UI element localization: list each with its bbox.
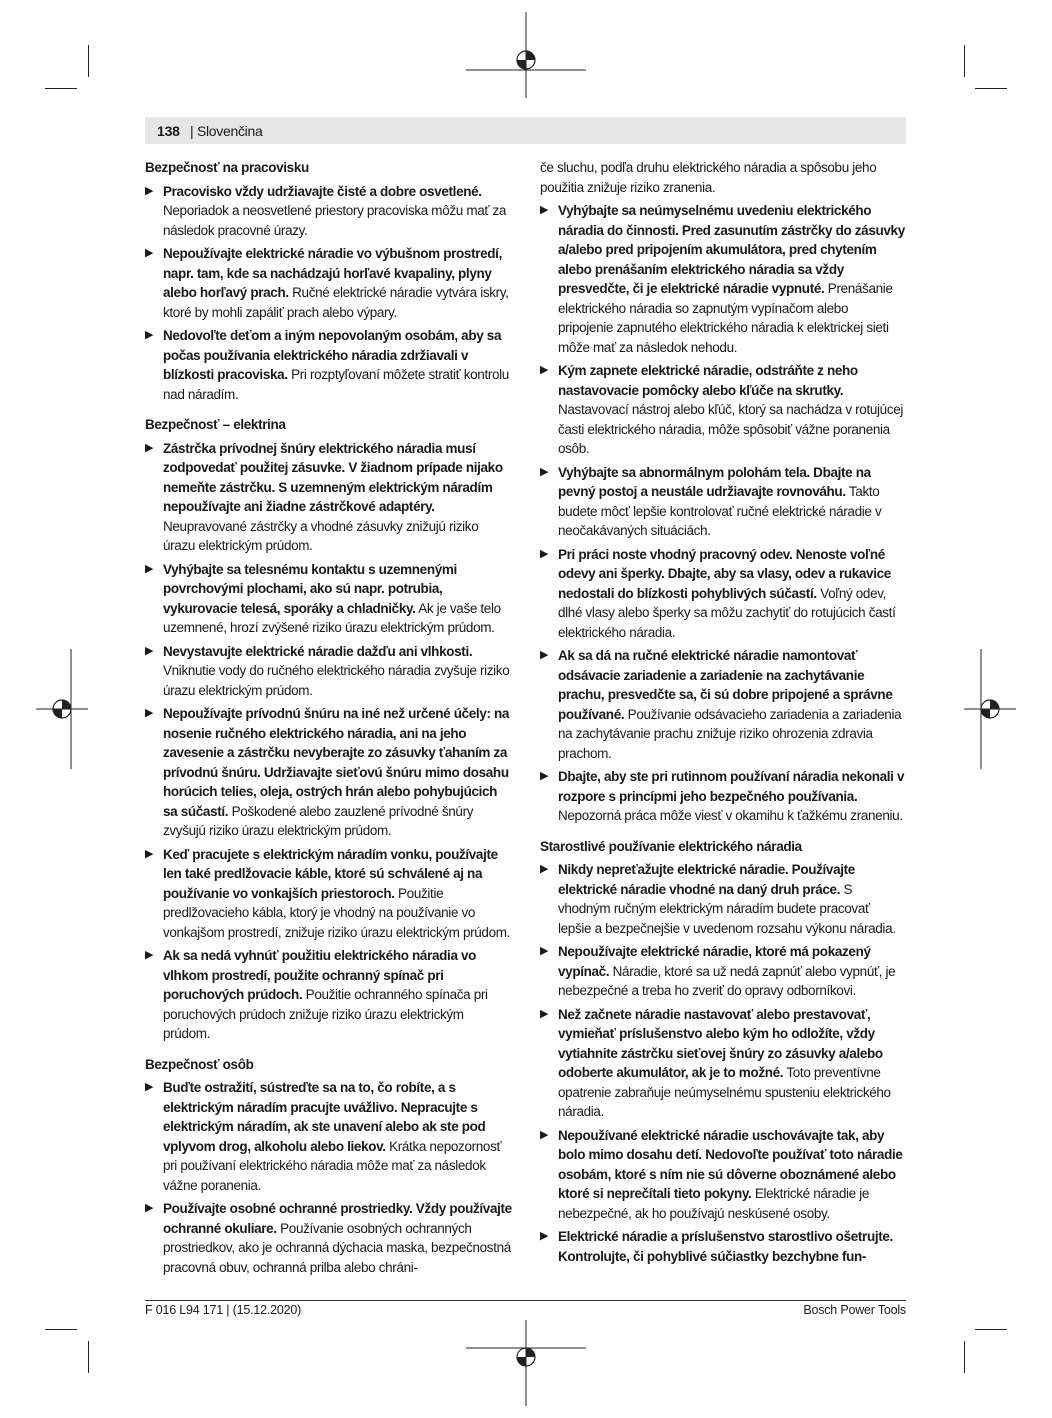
- arrow-right-icon: ▶: [540, 770, 549, 782]
- footer-doc-id: F 016 L94 171 | (15.12.2020): [145, 1303, 302, 1317]
- registration-mark-icon: [964, 649, 1016, 769]
- safety-instruction: [145, 1078, 513, 1195]
- continued-text: če sluchu, podľa druhu elektrického náradia a spôsobu jeho použitia znižuje riziko zranenia.: [540, 160, 877, 195]
- arrow-right-icon: ▶: [145, 562, 154, 575]
- arrow-right-icon: ▶: [145, 644, 154, 657]
- instruction-text: Náradie, ktoré sa už nedá zapnúť alebo vypnúť, je nebezpečné a treba ho zveriť do opravy odborníkovi.: [558, 963, 896, 998]
- safety-instruction: [540, 1227, 906, 1266]
- registration-mark-icon: [36, 649, 88, 769]
- instruction-text: Poškodené alebo zauzlené prívodné šnúry zvyšujú riziko úrazu elektrickým prúdom.: [163, 803, 474, 838]
- instruction-bold: Používajte osobné ochranné prostriedky. Vždy používajte ochranné okuliare.: [163, 1201, 512, 1236]
- section-heading: Bezpečnosť na pracovisku: [145, 160, 309, 175]
- safety-instruction: [145, 326, 513, 404]
- instruction-bold: Nikdy nepreťažujte elektrické náradie. Používajte elektrické náradie vhodné na daný druh práce.: [558, 862, 855, 897]
- arrow-right-icon: ▶: [145, 247, 154, 259]
- instruction-bold: Nepoužívajte elektrické náradie vo výbušnom prostredí, napr. tam, kde sa nachádzajú horľavé kvapaliny, plyny alebo horľavý prach.: [163, 246, 502, 300]
- instruction-bold: Nepoužívajte prívodnú šnúru na iné než určené účely: na nosenie ručného elektrického náradia, ani na jeho zavesenie a zástrčku nevyberajte zo zásuvky ťahaním za prívodnú šnúru. Udržiavajte sieťovú šnúru mimo dosahu horúcich telies, oleja, ostrých hrán alebo pohybujúcich sa súčastí.: [163, 706, 510, 819]
- instruction-text: Neporiadok a neosvetlené priestory pracoviska môžu mať za následok pracovné úrazy.: [163, 203, 507, 238]
- safety-instruction: [540, 1005, 906, 1122]
- instruction-bold: Zástrčka prívodnej šnúry elektrického náradia musí zodpovedať použitej zásuvke. V žiadnom prípade nijako nemeňte zástrčku. S uzemneným elektrickým náradím nepoužívajte ani žiadne zástrčkové adaptéry.: [163, 440, 503, 514]
- instruction-bold: Pracovisko vždy udržiavajte čisté a dobre osvetlené.: [163, 183, 482, 199]
- instruction-text: Nastavovací nástroj alebo kľúč, ktorý sa nachádza v rotujúcej časti elektrického náradia, môže spôsobiť vážne poranenia osôb.: [558, 402, 904, 456]
- arrow-right-icon: ▶: [145, 441, 154, 454]
- instruction-bold: Pri práci noste vhodný pracovný odev. Nenoste voľné odevy ani šperky. Dbajte, aby sa vlasy, odev a rukavice nedostali do blízkosti pohyblivých súčastí.: [558, 546, 891, 601]
- section-heading: Starostlivé používanie elektrického náradia: [540, 838, 802, 854]
- safety-instruction: [540, 767, 906, 826]
- safety-instruction: [540, 361, 906, 459]
- safety-instruction: [145, 642, 513, 701]
- safety-instruction: [145, 845, 513, 943]
- arrow-right-icon: ▶: [540, 547, 549, 560]
- arrow-right-icon: ▶: [145, 707, 154, 719]
- crop-mark: [88, 45, 89, 77]
- arrow-right-icon: ▶: [540, 364, 549, 376]
- instruction-text: Elektrické náradie je nebezpečné, ak ho používajú neskúsené osoby.: [558, 1186, 870, 1221]
- crop-mark: [88, 1341, 89, 1373]
- instruction-bold: Nepoužívané elektrické náradie uschovávajte tak, aby bolo mimo dosahu detí. Nedovoľte používať toto náradie osobám, ktoré s ním nie sú dôverne oboznámené alebo ktoré si neprečítali tieto pokyny.: [558, 1127, 903, 1201]
- safety-instruction: [540, 646, 906, 763]
- right-column: [540, 158, 906, 1270]
- footer-brand: Bosch Power Tools: [803, 1303, 906, 1317]
- instruction-text: Použitie predlžovacieho kábla, ktorý je vhodný na používanie vo vonkajšom prostredí, znižuje riziko úrazu elektrickým prúdom.: [163, 885, 511, 940]
- crop-mark: [975, 88, 1007, 89]
- safety-instruction: [145, 946, 513, 1044]
- safety-instruction: [145, 560, 513, 638]
- instruction-bold: Nepoužívajte elektrické náradie, ktoré má pokazený vypínač.: [558, 944, 871, 979]
- instruction-bold: Kým zapnete elektrické náradie, odstráňte z neho nastavovacie pomôcky alebo kľúče na skrutky.: [558, 363, 858, 398]
- instruction-text: Prenášanie elektrického náradia so zapnutým vypínačom alebo pripojenie zapnutého elektrického náradia k elektrickej sieti môže mať za následok nehodu.: [558, 281, 893, 355]
- arrow-right-icon: ▶: [145, 1081, 154, 1093]
- arrow-right-icon: ▶: [540, 1128, 549, 1141]
- safety-instruction: [145, 182, 513, 241]
- safety-instruction: [145, 439, 513, 556]
- safety-instruction: [145, 704, 513, 841]
- instruction-bold: Dbajte, aby ste pri rutinnom používaní náradia nekonali v rozpore s princípmi jeho bezpečného používania.: [558, 769, 905, 804]
- arrow-right-icon: ▶: [540, 649, 549, 661]
- instruction-text: Vniknutie vody do ručného elektrického náradia zvyšuje riziko úrazu elektrickým prúdom.: [163, 663, 510, 698]
- instruction-text: Voľný odev, dlhé vlasy alebo šperky sa môžu zachytiť do rotujúcich častí elektrického náradia.: [558, 585, 896, 640]
- page-header: [145, 117, 906, 144]
- arrow-right-icon: ▶: [145, 949, 154, 961]
- arrow-right-icon: ▶: [540, 863, 549, 875]
- instruction-text: Používanie odsávacieho zariadenia a zariadenia na zachytávanie prachu znižuje riziko ohrozenia zdravia prachom.: [558, 706, 902, 761]
- crop-mark: [964, 1341, 965, 1373]
- safety-instruction: [540, 545, 906, 643]
- instruction-text: Neupravované zástrčky a vhodné zásuvky znižujú riziko úrazu elektrickým prúdom.: [163, 518, 479, 553]
- safety-instruction: [145, 244, 513, 322]
- arrow-right-icon: ▶: [540, 204, 549, 216]
- safety-instruction: [145, 1199, 513, 1277]
- instruction-bold: Nedovoľte deťom a iným nepovolaným osobám, aby sa počas používania elektrického náradia zdržiavali v blízkosti pracoviska.: [163, 328, 502, 382]
- safety-instruction: [540, 1126, 906, 1224]
- instruction-text: Takto budete môcť lepšie kontrolovať ručné elektrické náradie v neočakávaných situáciách.: [558, 484, 882, 538]
- arrow-right-icon: ▶: [540, 1007, 549, 1020]
- crop-mark: [45, 1329, 77, 1330]
- instruction-text: Používanie osobných ochranných prostriedkov, ako je ochranná dýchacia maska, bezpečnostná pracovná obuv, ochranná prilba alebo chráni-: [163, 1220, 511, 1275]
- arrow-right-icon: ▶: [145, 329, 154, 341]
- instruction-text: Toto preventívne opatrenie zabraňuje neúmyselnému spusteniu elektrického náradia.: [558, 1065, 891, 1119]
- crop-mark: [975, 1329, 1007, 1330]
- safety-instruction: [540, 463, 906, 541]
- instruction-bold: Nevystavujte elektrické náradie dažďu ani vlhkosti.: [163, 643, 473, 659]
- left-column: [145, 158, 513, 1281]
- safety-instruction: [540, 860, 906, 938]
- section-heading: Bezpečnosť osôb: [145, 1056, 254, 1072]
- instruction-text: Použitie ochranného spínača pri poruchových prúdoch znižuje riziko úrazu elektrickým prúdom.: [163, 987, 488, 1041]
- arrow-right-icon: ▶: [540, 945, 549, 957]
- instruction-text: Krátka nepozornosť pri používaní elektrického náradia môže mať za následok vážne poranenia.: [163, 1138, 502, 1193]
- registration-mark-icon: [466, 1320, 586, 1406]
- header-language: [190, 123, 262, 139]
- registration-mark-icon: [466, 12, 586, 98]
- page-number: 138: [157, 123, 180, 139]
- instruction-bold: Vyhýbajte sa abnormálnym polohám tela. Dbajte na pevný postoj a neustále udržiavajte rovnováhu.: [558, 464, 871, 499]
- safety-instruction: [540, 942, 906, 1001]
- instruction-bold: Ak sa nedá vyhnúť použitiu elektrického náradia vo vlhkom prostredí, použite ochranný spínač pri poruchových prúdoch.: [163, 948, 477, 1002]
- instruction-text: Pri rozptyľovaní môžete stratiť kontrolu nad náradím.: [163, 367, 509, 402]
- section-heading: Bezpečnosť – elektrina: [145, 417, 286, 432]
- arrow-right-icon: ▶: [145, 184, 154, 197]
- crop-mark: [45, 88, 77, 89]
- header-separator: |: [190, 123, 194, 139]
- instruction-bold: Ak sa dá na ručné elektrické náradie namontovať odsávacie zariadenie a zariadenie na zachytávanie prachu, presvedčte sa, či sú dobre pripojené a správne používané.: [558, 648, 893, 722]
- instruction-bold: Vyhýbajte sa neúmyselnému uvedeniu elektrického náradia do činnosti. Pred zasunutím zástrčky do zásuvky a/alebo pred pripojením akumulátora, pred chytením alebo prenášaním elektrického náradia sa vždy presvedčte, či je elektrické náradie vypnuté.: [558, 203, 905, 296]
- instruction-bold: Elektrické náradie a príslušenstvo starostlivo ošetrujte. Kontrolujte, či pohyblivé súčiastky bezchybne fun-: [558, 1229, 893, 1264]
- instruction-bold: Vyhýbajte sa telesnému kontaktu s uzemnenými povrchovými plochami, ako sú napr. potrubia, vykurovacie telesá, sporáky a chladničky.: [163, 561, 457, 616]
- arrow-right-icon: ▶: [540, 465, 549, 478]
- instruction-bold: Keď pracujete s elektrickým náradím vonku, používajte len také predlžovacie káble, ktoré sú schválené aj na používanie vo vonkajších priestoroch.: [163, 846, 498, 901]
- footer-divider: [145, 1300, 906, 1301]
- instruction-text: Ak je vaše telo uzemnené, hrozí zvýšené riziko úrazu elektrickým prúdom.: [163, 600, 501, 635]
- arrow-right-icon: ▶: [540, 1230, 549, 1242]
- instruction-text: Nepozorná práca môže viesť v okamihu k ťažkému zraneniu.: [558, 808, 903, 823]
- instruction-text: S vhodným ručným elektrickým náradím budete pracovať lepšie a bezpečnejšie v uvedenom rozsahu výkonu náradia.: [558, 881, 896, 936]
- instruction-text: Ručné elektrické náradie vytvára iskry, ktoré by mohli zapáliť prach alebo výpary.: [163, 285, 509, 320]
- crop-mark: [964, 45, 965, 77]
- safety-instruction: [540, 201, 906, 357]
- arrow-right-icon: ▶: [145, 847, 154, 860]
- instruction-bold: Než začnete náradie nastavovať alebo prestavovať, vymieňať príslušenstvo alebo kým ho odložíte, vždy vytiahnite zástrčku sieťovej šnúry zo zásuvky a/alebo odoberte akumulátor, ak je to možné.: [558, 1006, 883, 1080]
- instruction-bold: Buďte ostražití, sústreďte sa na to, čo robíte, a s elektrickým náradím pracujte uvážlivo. Nepracujte s elektrickým náradím, ak ste unavení alebo ak ste pod vplyvom drog, alkoholu alebo liekov.: [163, 1080, 486, 1154]
- arrow-right-icon: ▶: [145, 1202, 154, 1214]
- language-label: Slovenčina: [196, 123, 263, 139]
